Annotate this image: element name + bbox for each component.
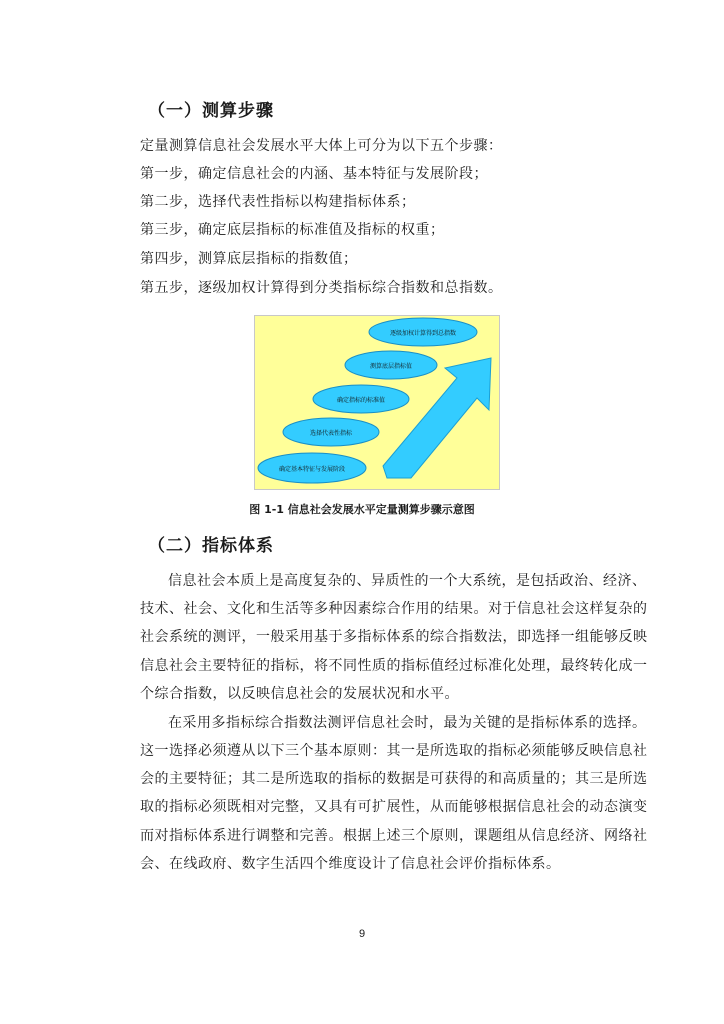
steps-diagram-svg <box>255 316 499 489</box>
paragraph-line: 会的主要特征；其二是所选取的指标的数据是可获得的和高质量的；其三是所选 <box>140 771 648 787</box>
paragraph-line: 社会系统的测评，一般采用基于多指标体系的综合指数法，即选择一组能够反映 <box>140 629 648 645</box>
step-item: 第四步，测算底层指标的指数值； <box>140 251 358 267</box>
step-item: 第二步，选择代表性指标以构建指标体系； <box>140 194 416 210</box>
step-item: 第五步，逐级加权计算得到分类指标综合指数和总指数。 <box>140 280 503 296</box>
step-ellipse-label: 确定基本特征与发展阶段 <box>278 466 346 473</box>
step-ellipse-label: 逐级加权计算得到总指数 <box>389 330 457 337</box>
paragraph-line: 取的指标必须既相对完整，又具有可扩展性，从而能够根据信息社会的动态演变 <box>140 799 648 815</box>
step-ellipse-2 <box>345 351 437 379</box>
step-ellipse-label: 选择代表性指标 <box>309 430 353 437</box>
paragraph-line: 技术、社会、文化和生活等多种因素综合作用的结果。对于信息社会这样复杂的 <box>140 601 648 617</box>
paragraph-line: 会、在线政府、数字生活四个维度设计了信息社会评价指标体系。 <box>140 856 561 872</box>
step-item: 第三步，确定底层指标的标准值及指标的权重； <box>140 222 445 238</box>
paragraph-line: 这一选择必须遵从以下三个基本原则：其一是所选取的指标必须能够反映信息社 <box>140 743 648 759</box>
step-ellipse-label: 测算底层指标值 <box>369 363 413 370</box>
step-ellipse-1 <box>369 318 477 346</box>
paragraph-line: 个综合指数，以反映信息社会的发展状况和水平。 <box>140 686 459 702</box>
page-number: 9 <box>358 928 366 940</box>
paragraph-line: 信息社会本质上是高度复杂的、异质性的一个大系统，是包括政治、经济、 <box>168 573 647 589</box>
paragraph-line: 而对指标体系进行调整和完善。根据上述三个原则，课题组从信息经济、网络社 <box>140 828 648 844</box>
step-ellipse-4 <box>283 418 379 446</box>
step-item: 第一步，确定信息社会的内涵、基本特征与发展阶段； <box>140 166 488 182</box>
step-ellipse-5 <box>258 453 366 483</box>
steps-diagram <box>254 315 500 490</box>
step-ellipse-3 <box>313 385 409 413</box>
step-ellipse-label: 确定指标的标准值 <box>336 397 386 404</box>
paragraph-line: 信息社会主要特征的指标，将不同性质的指标值经过标准化处理，最终转化成一 <box>140 658 648 674</box>
section-heading-1: （一）测算步骤 <box>148 101 274 121</box>
figure-caption: 图 1-1 信息社会发展水平定量测算步骤示意图 <box>249 503 475 516</box>
paragraph-line: 在采用多指标综合指数法测评信息社会时，最为关键的是指标体系的选择。 <box>168 715 647 731</box>
steps-intro: 定量测算信息社会发展水平大体上可分为以下五个步骤： <box>140 138 503 154</box>
section-heading-2: （二）指标体系 <box>148 536 274 556</box>
